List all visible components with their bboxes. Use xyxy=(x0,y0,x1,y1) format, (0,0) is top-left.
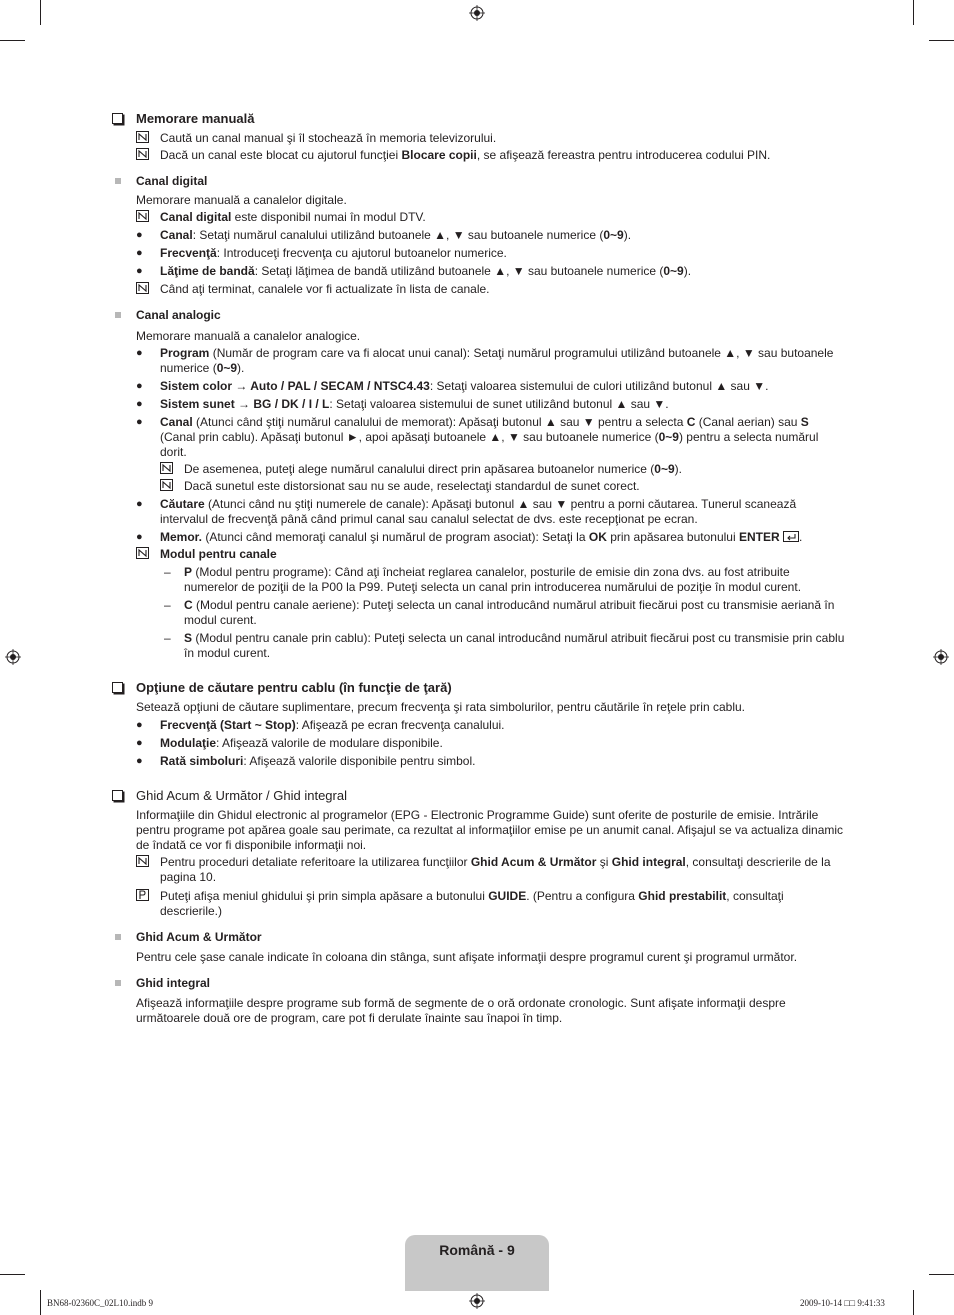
note-item xyxy=(112,148,847,163)
paragraph: Pentru cele şase canale indicate în coloana din stânga, sunt afişate informaţii despre programul curent şi programul următor. xyxy=(136,950,798,964)
note-item: Pentru proceduri detaliate referitoare la utilizarea funcţiilor Ghid Acum & Următor şi Ghid integral, consultaţi descrierile de la pagina 10. xyxy=(112,855,847,885)
subsection-heading: Canal digital xyxy=(112,174,847,189)
crop-mark xyxy=(0,40,25,41)
paragraph: Afişează informaţiile despre programe sub formă de segmente de o oră ordonate cronologic. Sunt afişate informaţii despre următoarele două ore de program, care pot fi derulate înainte sau înapoi în timp. xyxy=(136,996,786,1025)
print-slug-right: 2009-10-14 □□ 9:41:33 xyxy=(800,1298,885,1308)
crop-mark xyxy=(913,1290,914,1315)
registration-mark-icon xyxy=(933,649,949,665)
note-icon xyxy=(136,282,149,294)
bullet-item: ● Program (Număr de program care va fi alocat unui canal): Setaţi numărul programului utilizând butoanele ▲, ▼ sau butoanele numerice (0~9). xyxy=(136,346,834,375)
registration-mark-icon xyxy=(469,1293,485,1309)
print-slug-left: BN68-02360C_02L10.indb 9 xyxy=(47,1298,154,1308)
bullet-item: ● Lăţime de bandă: Setaţi lăţimea de bandă utilizând butoanele ▲, ▼ sau butoanele numerice (0~9). xyxy=(136,264,692,278)
subsection-heading: Canal analogic xyxy=(112,308,847,323)
note-icon xyxy=(136,547,149,559)
registration-mark-icon xyxy=(469,5,485,21)
note-icon xyxy=(136,855,149,867)
bullet-item: ● Modulaţie: Afişează valorile de modulare disponibile. xyxy=(136,736,443,750)
paragraph: Setează opţiuni de căutare suplimentare, precum frecvenţa şi rata simbolurilor, pentru căutările în reţele prin cablu. xyxy=(136,700,745,714)
tip-icon xyxy=(136,889,149,901)
page-content xyxy=(112,108,847,1026)
crop-mark xyxy=(913,0,914,25)
square-bullet-icon xyxy=(115,934,121,940)
note-text: Dacă un canal este blocat cu ajutorul funcţiei Blocare copii, se afişează fereastra pentru introducerea codului PIN. xyxy=(160,148,771,162)
tip-item: Puteţi afişa meniul ghidului şi prin simpla apăsare a butonului GUIDE. (Pentru a configura Ghid prestabilit, consultaţi descrierile.) xyxy=(112,889,847,919)
note-item: Când aţi terminat, canalele vor fi actualizate în lista de canale. xyxy=(112,282,847,297)
bullet-item: ● Frecvenţă (Start ~ Stop): Afişează pe ecran frecvenţa canalului. xyxy=(136,718,505,732)
note-item: De asemenea, puteţi alege numărul canalului direct prin apăsarea butoanelor numerice (0~9). xyxy=(112,462,847,477)
dash-item: – P (Modul pentru programe): Când aţi încheiat reglarea canalelor, posturile de emisie din zona dvs. au fost atribuite numerelor de poziţii de la P00 la P99. Puteţi selecta un canal prin introducerea numărului de poziţie în modul curent. xyxy=(164,565,802,594)
enter-key-icon xyxy=(783,531,799,542)
note-icon xyxy=(136,210,149,222)
page-number: Română - 9 xyxy=(439,1242,515,1258)
dash-item: – S (Modul pentru canale prin cablu): Puteţi selecta un canal introducând numărul atribuit fiecărui post cu transmisie prin cablu în modul curent. xyxy=(164,631,845,660)
bullet-item: ● Sistem color → Auto / PAL / SECAM / NTSC4.43: Setaţi valoarea sistemului de culori utilizând butonul ▲ sau ▼. xyxy=(136,379,769,393)
bullet-item: ● Canal: Setaţi numărul canalului utilizând butoanele ▲, ▼ sau butoanele numerice (0~9). xyxy=(136,228,632,242)
note-icon xyxy=(160,479,173,491)
paragraph: Informaţiile din Ghidul electronic al programelor (EPG - Electronic Programme Guide) sunt oferite de posturile de emisie. Intrările pentru programe pot apărea goale sau perimate, ca rezultat al informaţiilor emise pe un anumit canal. Afişajul se va actualiza dinamic de îndată ce vor fi disponibile informaţii noi. xyxy=(136,808,844,852)
bullet-item: ● Canal (Atunci când ştiţi numărul canalului de memorat): Apăsaţi butonul ▲ sau ▼ pentru a selecta C (Canal aerian) sau S (Canal prin cablu). Apăsaţi butonul ►, apoi apăsaţi butoanele ▲, ▼ sau butoanele numerice (0~9) pentru a selecta numărul dorit. xyxy=(136,415,819,459)
crop-mark xyxy=(40,0,41,25)
crop-mark xyxy=(0,1274,25,1275)
paragraph: Memorare manuală a canalelor digitale. xyxy=(136,193,347,207)
crop-mark xyxy=(929,1274,954,1275)
crop-mark xyxy=(40,1290,41,1315)
dash-item: – C (Modul pentru canale aeriene): Puteţi selecta un canal introducând numărul atribuit fiecărui post cu transmisie aeriană în modul curent. xyxy=(164,598,835,627)
square-bullet-icon xyxy=(115,980,121,986)
checkbox-bullet-icon xyxy=(112,790,123,801)
square-bullet-icon xyxy=(115,312,121,318)
bullet-item: ● Căutare (Atunci când nu ştiţi numerele de canale): Apăsaţi butonul ▲ sau ▼ pentru a porni căutarea. Tunerul scanează intervalul de frecvenţă până când primul canal sau canalul selectat de dvs. este recepţionat pe ecran. xyxy=(136,497,797,526)
bullet-item: ● Rată simboluri: Afişează valorile disponibile pentru simbol. xyxy=(136,754,476,768)
note-item: Dacă sunetul este distorsionat sau nu se aude, reselectaţi standardul de sunet corect. xyxy=(112,479,847,494)
section-heading: Ghid Acum & Următor / Ghid integral xyxy=(112,787,847,804)
note-icon xyxy=(136,148,149,160)
section-heading: Memorare manuală xyxy=(112,110,847,127)
registration-mark-icon xyxy=(5,649,21,665)
checkbox-bullet-icon xyxy=(112,113,123,124)
bullet-item: ● Sistem sunet → BG / DK / I / L: Setaţi valoarea sistemului de sunet utilizând butonul ▲ sau ▼. xyxy=(136,397,669,411)
note-icon xyxy=(160,462,173,474)
subsection-heading: Ghid Acum & Următor xyxy=(112,930,847,945)
note-item: Canal digital este disponibil numai în modul DTV. xyxy=(112,210,847,225)
section-heading: Opţiune de căutare pentru cablu (în funcţie de ţară) xyxy=(112,679,847,696)
bullet-item: ● Frecvenţă: Introduceţi frecvenţa cu ajutorul butoanelor numerice. xyxy=(136,246,507,260)
checkbox-bullet-icon xyxy=(112,682,123,693)
crop-mark xyxy=(929,40,954,41)
bullet-item: ● Memor. (Atunci când memoraţi canalul şi numărul de program asociat): Setaţi la OK prin apăsarea butonului ENTER . xyxy=(136,530,803,544)
subsection-heading: Ghid integral xyxy=(112,976,847,991)
square-bullet-icon xyxy=(115,178,121,184)
paragraph: Memorare manuală a canalelor analogice. xyxy=(136,329,361,343)
note-icon xyxy=(136,131,149,143)
note-item: Modul pentru canale xyxy=(112,547,847,562)
note-item: Caută un canal manual şi îl stochează în memoria televizorului. xyxy=(112,131,847,146)
